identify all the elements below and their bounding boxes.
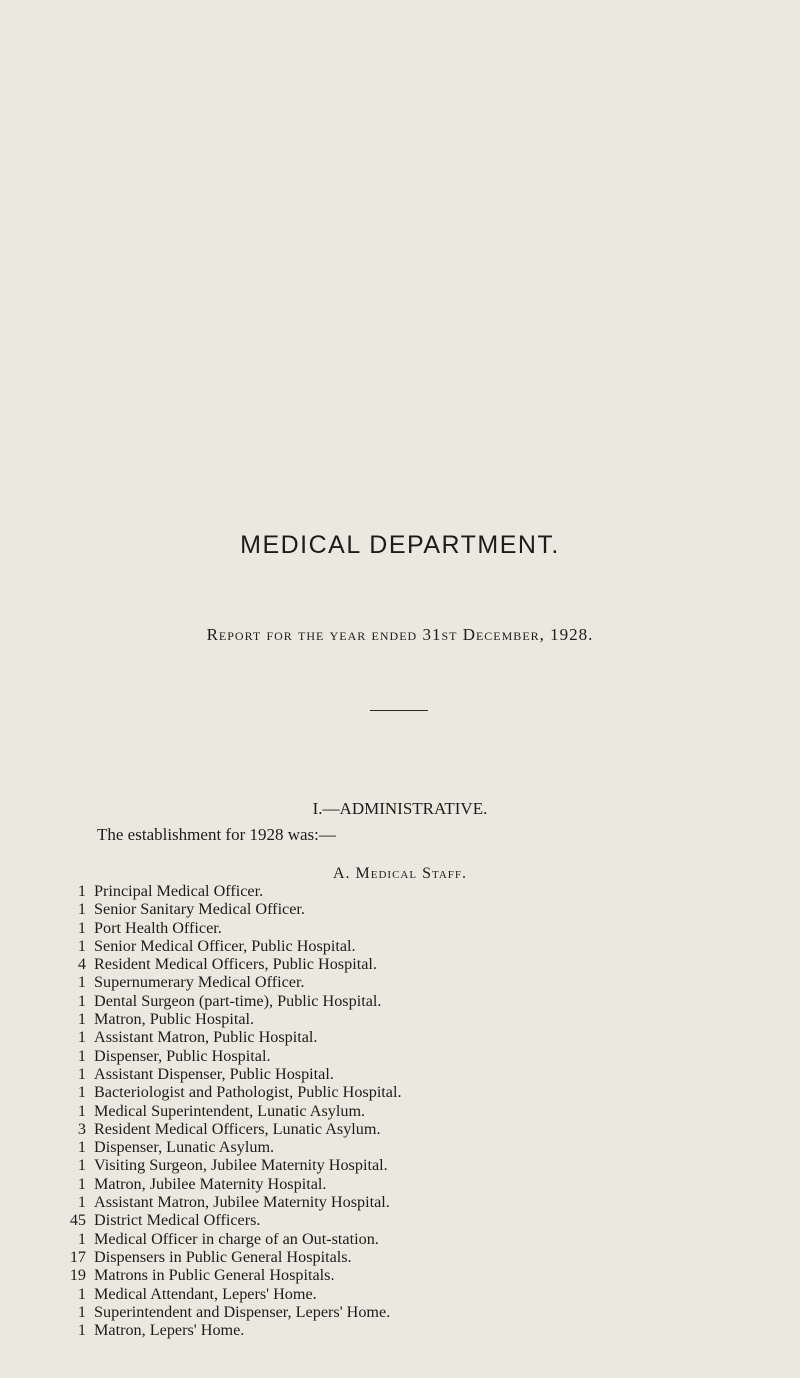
staff-role: Dispenser, Lunatic Asylum. [94,1138,275,1157]
staff-count: 1 [77,918,86,937]
staff-role: Supernumerary Medical Officer. [94,973,305,992]
staff-count: 1 [77,1010,86,1029]
staff-row [0,1102,402,1120]
staff-role: Matron, Jubilee Maternity Hospital. [94,1174,327,1193]
staff-row [0,1138,402,1156]
staff-row [0,1248,402,1266]
staff-count: 1 [77,936,86,955]
staff-count: 1 [77,1064,86,1083]
staff-count: 1 [77,900,86,919]
staff-count: 45 [69,1211,86,1230]
staff-count: 1 [77,991,86,1010]
staff-role: Matron, Public Hospital. [94,1010,255,1029]
staff-count: 17 [69,1247,86,1266]
staff-role: Visiting Surgeon, Jubilee Maternity Hospital. [94,1156,388,1175]
staff-row [0,1065,402,1083]
staff-count: 1 [77,1193,86,1212]
staff-row [0,1321,402,1339]
staff-count: 1 [77,1302,86,1321]
staff-row [0,1156,402,1174]
staff-role: Dispensers in Public General Hospitals. [94,1247,352,1266]
staff-row [0,1028,402,1046]
staff-row [0,1266,402,1284]
staff-role: Principal Medical Officer. [94,882,264,900]
staff-row [0,1303,402,1321]
staff-row [0,973,402,991]
staff-row [0,937,402,955]
staff-count: 1 [77,882,86,900]
divider-rule [370,710,428,711]
staff-row [0,1010,402,1028]
report-subtitle: Report for the year ended 31st December, 1928. [206,625,594,644]
staff-count: 1 [77,1028,86,1047]
staff-role: Assistant Dispenser, Public Hospital. [94,1064,334,1083]
staff-role: Medical Attendant, Lepers' Home. [94,1284,317,1303]
page-title: MEDICAL DEPARTMENT. [240,531,560,559]
staff-role: Assistant Matron, Public Hospital. [94,1028,318,1047]
staff-count: 1 [77,1284,86,1303]
staff-row [0,992,402,1010]
staff-role: Resident Medical Officers, Public Hospital. [94,955,377,974]
staff-role: Matrons in Public General Hospitals. [94,1266,335,1285]
staff-count: 3 [77,1119,86,1138]
staff-row [0,1083,402,1101]
staff-role: Bacteriologist and Pathologist, Public Hospital. [94,1083,402,1102]
staff-role: Medical Superintendent, Lunatic Asylum. [94,1101,366,1120]
staff-row [0,1047,402,1065]
staff-role: Senior Medical Officer, Public Hospital. [94,936,356,955]
staff-count: 1 [77,973,86,992]
staff-list [0,882,402,1339]
staff-count: 1 [77,1083,86,1102]
staff-role: Assistant Matron, Jubilee Maternity Hospital. [94,1193,390,1212]
staff-row [0,919,402,937]
staff-count: 1 [77,1229,86,1248]
staff-row [0,1175,402,1193]
staff-count: 1 [77,1046,86,1065]
staff-row [0,1285,402,1303]
staff-count: 1 [77,1101,86,1120]
staff-role: Port Health Officer. [94,918,222,937]
staff-role: Resident Medical Officers, Lunatic Asylum. [94,1119,381,1138]
staff-role: District Medical Officers. [94,1211,261,1230]
staff-count: 1 [77,1321,86,1340]
section-heading: I.—ADMINISTRATIVE. [312,799,488,818]
staff-row [0,1211,402,1229]
staff-row [0,955,402,973]
staff-count: 1 [77,1156,86,1175]
staff-role: Dispenser, Public Hospital. [94,1046,271,1065]
staff-role: Superintendent and Dispenser, Lepers' Home. [94,1302,391,1321]
intro-text: The establishment for 1928 was:— [97,825,336,844]
staff-row [0,1120,402,1138]
staff-row [0,882,402,900]
staff-role: Dental Surgeon (part-time), Public Hospital. [94,991,382,1010]
staff-heading: A. Medical Staff. [332,865,468,882]
staff-role: Medical Officer in charge of an Out-station. [94,1229,379,1248]
staff-count: 4 [77,955,86,974]
staff-count: 1 [77,1174,86,1193]
staff-row [0,1230,402,1248]
staff-role: Senior Sanitary Medical Officer. [94,900,305,919]
staff-count: 19 [69,1266,86,1285]
staff-row [0,900,402,918]
staff-role: Matron, Lepers' Home. [94,1321,245,1340]
staff-count: 1 [77,1138,86,1157]
staff-row [0,1193,402,1211]
